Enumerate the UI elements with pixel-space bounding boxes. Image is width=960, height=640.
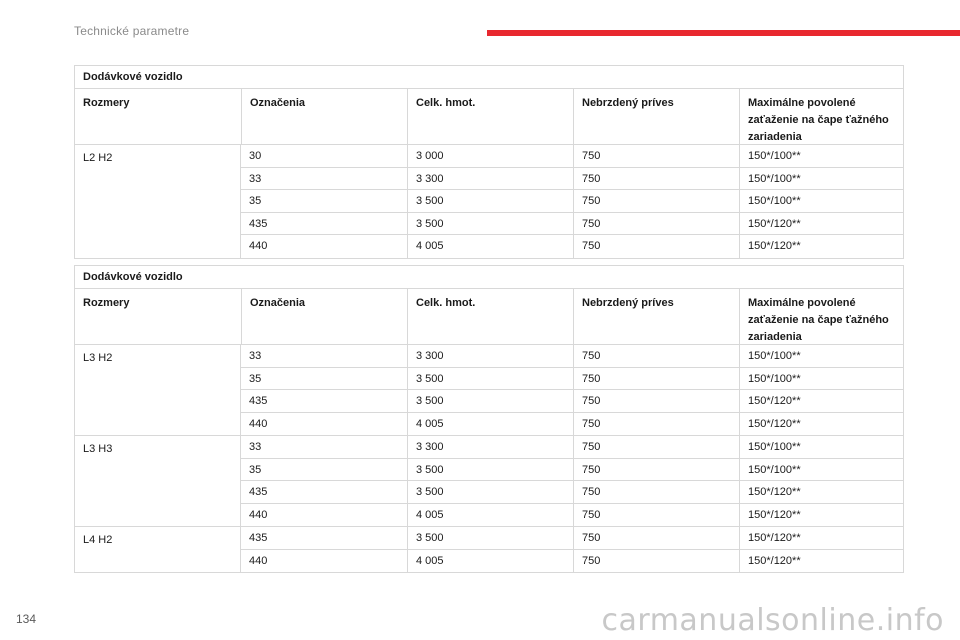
table-cell: 150*/120**	[739, 390, 903, 412]
spec-table-2	[74, 265, 904, 573]
column-header: Rozmery	[83, 297, 130, 309]
table-title: Dodávkové vozidlo	[75, 266, 903, 289]
table-cell: 150*/100**	[739, 190, 903, 212]
table-cell: 33	[249, 441, 262, 453]
table-cell: 3 500	[407, 190, 573, 212]
table-cell: 150*/100**	[739, 345, 903, 367]
table-cell: 35	[249, 195, 262, 207]
dimension-cell: L2 H2	[75, 145, 241, 258]
table-cell: 440	[249, 554, 268, 567]
table-row	[241, 345, 903, 368]
table-cell: 3 500	[407, 368, 573, 390]
table-cell: 750	[573, 190, 739, 212]
table-cell: 750	[573, 436, 739, 458]
table-row	[241, 145, 903, 168]
table-cell: 4 005	[407, 413, 573, 436]
table-cell: 150*/120**	[739, 413, 903, 436]
section-title: Technické parametre	[74, 24, 190, 38]
table-row	[241, 213, 903, 236]
header-accent-bar	[487, 30, 960, 36]
table-cell: 35	[249, 463, 262, 476]
table-cell: 750	[573, 145, 739, 167]
table-row	[241, 190, 903, 213]
dimension-group	[75, 145, 903, 258]
table-cell: 750	[573, 213, 739, 235]
dimension-cell: L4 H2	[75, 527, 241, 572]
table-cell: 750	[573, 550, 739, 573]
table-row	[241, 436, 903, 459]
table-cell: 3 500	[407, 527, 573, 549]
table-cell: 33	[249, 172, 262, 185]
table-cell: 3 300	[407, 168, 573, 190]
table-cell: 150*/120**	[739, 550, 903, 573]
table-cell: 150*/120**	[739, 235, 903, 258]
table-cell: 440	[249, 240, 268, 252]
table-cell: 750	[573, 459, 739, 481]
table-cell: 150*/100**	[739, 459, 903, 481]
table-row	[241, 550, 903, 573]
table-cell: 435	[249, 532, 268, 544]
table-row	[241, 481, 903, 504]
table-cell: 4 005	[407, 550, 573, 573]
table-cell: 750	[573, 527, 739, 549]
table-row	[241, 168, 903, 191]
table-header-row	[75, 289, 903, 345]
table-cell: 750	[573, 235, 739, 258]
table-cell: 3 000	[407, 145, 573, 167]
table-cell: 440	[249, 417, 268, 430]
table-row	[241, 527, 903, 550]
table-title: Dodávkové vozidlo	[75, 66, 903, 89]
table-cell: 150*/100**	[739, 145, 903, 167]
table-row	[241, 390, 903, 413]
table-cell: 3 300	[407, 436, 573, 458]
dimension-group	[75, 345, 903, 436]
table-cell: 150*/100**	[739, 368, 903, 390]
table-cell: 435	[249, 217, 268, 230]
table-cell: 750	[573, 168, 739, 190]
column-header: Celk. hmot.	[407, 289, 573, 344]
table-cell: 3 500	[407, 213, 573, 235]
table-cell: 30	[249, 150, 262, 162]
page-number: 134	[16, 612, 37, 626]
table-cell: 3 500	[407, 390, 573, 412]
dimension-group	[75, 436, 903, 527]
table-cell: 750	[573, 368, 739, 390]
table-cell: 4 005	[407, 504, 573, 527]
column-header: Nebrzdený príves	[573, 89, 739, 144]
dimension-cell: L3 H2	[75, 345, 241, 435]
column-header: Maximálne povolené zaťaženie na čape ťažného zariadenia	[739, 89, 903, 144]
table-cell: 150*/120**	[739, 527, 903, 549]
table-cell: 750	[573, 345, 739, 367]
table-cell: 33	[249, 350, 262, 362]
table-cell: 150*/100**	[739, 436, 903, 458]
table-cell: 750	[573, 504, 739, 527]
table-row	[241, 235, 903, 258]
column-header: Celk. hmot.	[407, 89, 573, 144]
table-cell: 150*/120**	[739, 504, 903, 527]
table-cell: 4 005	[407, 235, 573, 258]
dimension-cell: L3 H3	[75, 436, 241, 526]
table-cell: 150*/120**	[739, 481, 903, 503]
spec-table-1	[74, 65, 904, 259]
table-cell: 440	[249, 508, 268, 521]
table-cell: 3 500	[407, 459, 573, 481]
table-row	[241, 413, 903, 436]
table-cell: 435	[249, 395, 268, 407]
watermark: carmanualsonline.info	[601, 603, 944, 638]
table-cell: 150*/100**	[739, 168, 903, 190]
table-cell: 35	[249, 372, 262, 385]
column-header: Rozmery	[83, 97, 130, 109]
table-row	[241, 504, 903, 527]
table-cell: 750	[573, 413, 739, 436]
table-cell: 750	[573, 390, 739, 412]
column-header: Označenia	[241, 89, 407, 144]
table-cell: 3 500	[407, 481, 573, 503]
column-header: Maximálne povolené zaťaženie na čape ťažného zariadenia	[739, 289, 903, 344]
column-header: Nebrzdený príves	[573, 289, 739, 344]
dimension-group	[75, 527, 903, 572]
column-header: Označenia	[241, 289, 407, 344]
table-cell: 3 300	[407, 345, 573, 367]
table-cell: 435	[249, 486, 268, 498]
table-cell: 150*/120**	[739, 213, 903, 235]
table-row	[241, 368, 903, 391]
table-cell: 750	[573, 481, 739, 503]
table-row	[241, 459, 903, 482]
table-header-row	[75, 89, 903, 145]
